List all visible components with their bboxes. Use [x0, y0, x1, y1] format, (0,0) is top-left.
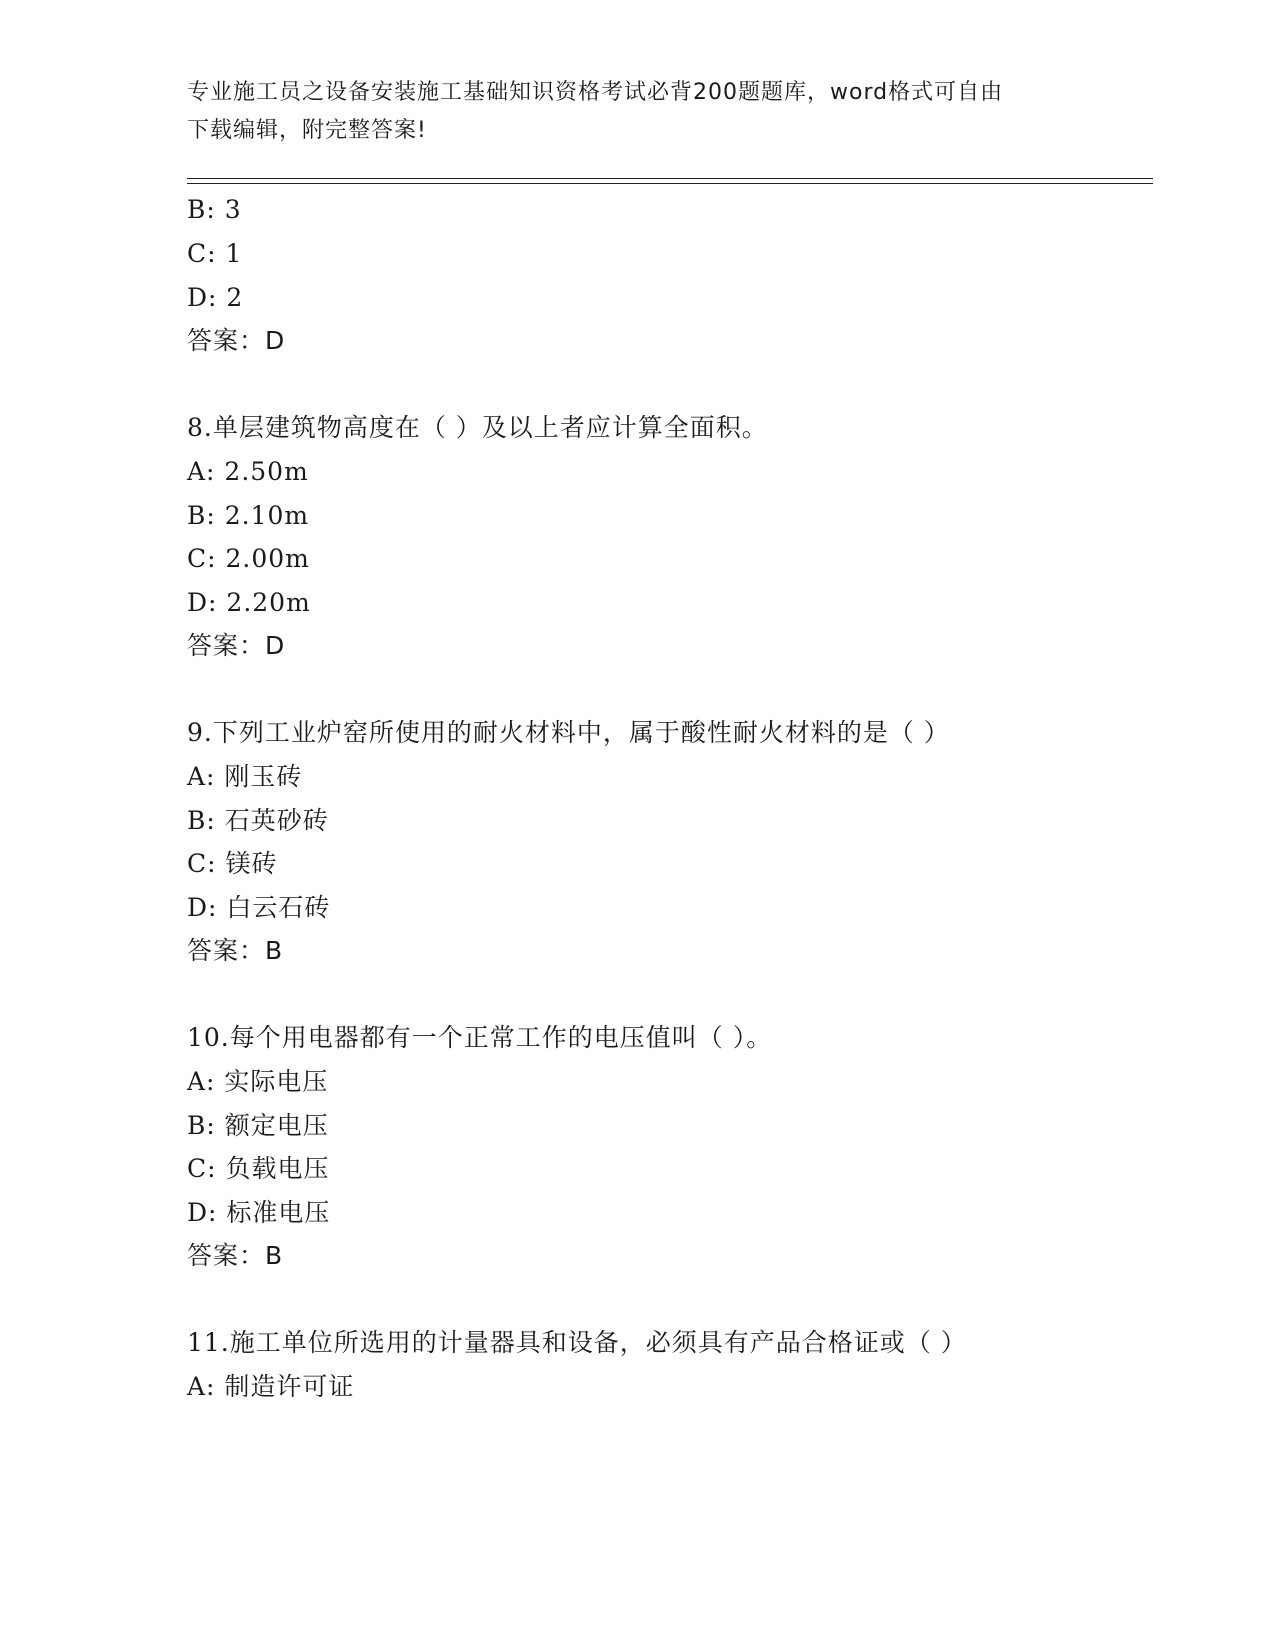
- question-8-stem: 8.单层建筑物高度在（ ）及以上者应计算全面积。: [187, 413, 768, 442]
- question-10-option-c: C: 负载电压: [187, 1154, 330, 1183]
- question-11-option-a: A: 制造许可证: [187, 1372, 355, 1401]
- question-10-option-a: A: 实际电压: [187, 1067, 329, 1096]
- question-10-stem: 10.每个用电器都有一个正常工作的电压值叫（ ）。: [187, 1023, 773, 1052]
- question-8-option-d: D: 2.20m: [187, 588, 311, 617]
- question-8-option-c: C: 2.00m: [187, 544, 310, 573]
- question-9-option-b: B: 石英砂砖: [187, 806, 329, 835]
- prev-question-answer: 答案：D: [187, 326, 286, 355]
- question-9-option-d: D: 白云石砖: [187, 893, 331, 922]
- header-title-line-1: 专业施工员之设备安装施工基础知识资格考试必背200题题库，word格式可自由: [187, 80, 1004, 105]
- question-9-option-a: A: 刚玉砖: [187, 762, 303, 791]
- question-10-answer: 答案：B: [187, 1241, 284, 1270]
- document-header: [187, 74, 1087, 150]
- prev-question-option-b: B: 3: [187, 195, 242, 224]
- question-9-stem: 9.下列工业炉窑所使用的耐火材料中，属于酸性耐火材料的是（ ）: [187, 718, 950, 747]
- prev-question-option-c: C: 1: [187, 239, 243, 268]
- question-8-option-b: B: 2.10m: [187, 501, 310, 530]
- question-8-option-a: A: 2.50m: [187, 457, 309, 486]
- prev-question-option-d: D: 2: [187, 283, 244, 312]
- header-divider-bottom: [187, 183, 1153, 184]
- header-title-line-2: 下载编辑，附完整答案!: [187, 118, 427, 143]
- question-11-stem: 11.施工单位所选用的计量器具和设备，必须具有产品合格证或（ ）: [187, 1328, 967, 1357]
- header-divider-top: [187, 178, 1153, 179]
- question-8-answer: 答案：D: [187, 631, 286, 660]
- question-10-option-d: D: 标准电压: [187, 1198, 331, 1227]
- question-9-answer: 答案：B: [187, 936, 284, 965]
- question-9-option-c: C: 镁砖: [187, 849, 278, 878]
- question-10-option-b: B: 额定电压: [187, 1111, 329, 1140]
